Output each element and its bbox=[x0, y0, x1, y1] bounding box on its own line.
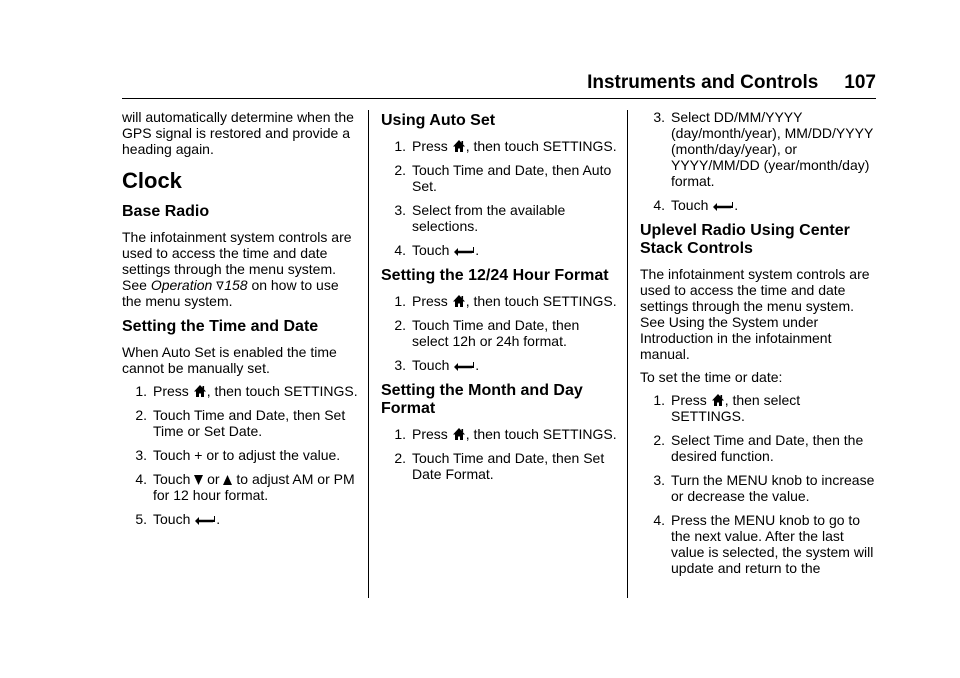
list-item: 1. Press , then touch SETTINGS. bbox=[394, 293, 617, 309]
column-2 bbox=[381, 109, 617, 490]
column-divider-2 bbox=[627, 110, 628, 598]
list-item: 4. Touch . bbox=[394, 242, 480, 258]
base-radio-text-b: on how to use the menu system. bbox=[122, 277, 339, 309]
list-item: 5. Touch . bbox=[135, 511, 221, 527]
back-icon bbox=[194, 515, 216, 526]
list-item: 2. Select Time and Date, then the desired function. bbox=[653, 432, 864, 464]
section-title: Instruments and Controls bbox=[587, 72, 819, 93]
heading-uplevel-radio: Uplevel Radio Using Center Stack Controls bbox=[640, 222, 850, 257]
home-icon bbox=[193, 384, 207, 398]
setting-time-steps bbox=[122, 383, 358, 527]
list-item: 3. Turn the MENU knob to increase or decrease the value. bbox=[653, 472, 875, 504]
month-day-steps bbox=[381, 426, 617, 482]
page-number: 107 bbox=[844, 72, 876, 93]
home-icon bbox=[711, 393, 725, 407]
list-item: 3. Touch . bbox=[394, 357, 480, 373]
heading-month-day-format: Setting the Month and Day Format bbox=[381, 382, 583, 417]
list-item: 4. Press the MENU knob to go to the next value. After the last value is selected, the system will update and return to the bbox=[653, 512, 874, 576]
operation-page-link[interactable]: 158 bbox=[224, 277, 248, 293]
header-rule bbox=[122, 98, 876, 99]
list-item: 2. Touch Time and Date, then Set Date Format. bbox=[394, 450, 605, 482]
back-icon bbox=[453, 246, 475, 257]
back-icon bbox=[453, 361, 475, 372]
base-radio-text bbox=[122, 229, 358, 309]
base-radio-text-a: The infotainment system controls are used to access the time and date settings through the menu system. See bbox=[122, 229, 352, 293]
list-item: 2. Touch Time and Date, then select 12h or 24h format. bbox=[394, 317, 580, 349]
back-icon bbox=[712, 201, 734, 212]
column-3 bbox=[640, 109, 876, 584]
arrow-down-icon bbox=[194, 474, 203, 486]
auto-set-steps bbox=[381, 138, 617, 258]
heading-12-24-format: Setting the 12/24 Hour Format bbox=[381, 267, 609, 284]
uplevel-steps bbox=[640, 392, 876, 576]
list-item: 1. Press , then touch SETTINGS. bbox=[394, 426, 617, 442]
home-icon bbox=[452, 427, 466, 441]
list-item: 1. Press , then select SETTINGS. bbox=[653, 392, 801, 424]
list-item: 1. Press , then touch SETTINGS. bbox=[135, 383, 358, 399]
heading-setting-time: Setting the Time and Date bbox=[122, 318, 319, 335]
list-item: 4. Touch or to adjust AM or PM for 12 hour format. bbox=[135, 471, 355, 503]
page-ref-icon bbox=[216, 281, 224, 292]
intro-text: will automatically determine when the GPS signal is restored and provide a heading again. bbox=[122, 109, 354, 157]
setting-time-text: When Auto Set is enabled the time cannot be manually set. bbox=[122, 344, 337, 376]
list-item: 3. Touch + or to adjust the value. bbox=[135, 447, 341, 463]
uplevel-text: The infotainment system controls are used to access the time and date settings through the menu system. See Using the System under Introduction in the infotainment manual. bbox=[640, 266, 870, 362]
to-set-text: To set the time or date: bbox=[640, 369, 783, 385]
list-item: 4. Touch . bbox=[653, 197, 739, 213]
column-1 bbox=[122, 109, 358, 535]
list-item: 3. Select from the available selections. bbox=[394, 202, 566, 234]
column-divider-1 bbox=[368, 110, 369, 598]
operation-link[interactable]: Operation bbox=[150, 277, 213, 293]
list-item: 2. Touch Time and Date, then Set Time or Set Date. bbox=[135, 407, 346, 439]
arrow-up-icon bbox=[223, 474, 232, 486]
page-header bbox=[122, 72, 876, 96]
list-item: 3. Select DD/MM/YYYY (day/month/year), MM/DD/YYYY (month/day/year), or YYYY/MM/DD (year/month/day) format. bbox=[653, 109, 874, 189]
home-icon bbox=[452, 294, 466, 308]
home-icon bbox=[452, 139, 466, 153]
heading-clock: Clock bbox=[122, 168, 182, 193]
list-item: 2. Touch Time and Date, then Auto Set. bbox=[394, 162, 612, 194]
heading-base-radio: Base Radio bbox=[122, 203, 210, 220]
list-item: 1. Press , then touch SETTINGS. bbox=[394, 138, 617, 154]
heading-auto-set: Using Auto Set bbox=[381, 112, 496, 129]
month-day-steps-continued bbox=[640, 109, 876, 213]
format-steps bbox=[381, 293, 617, 373]
